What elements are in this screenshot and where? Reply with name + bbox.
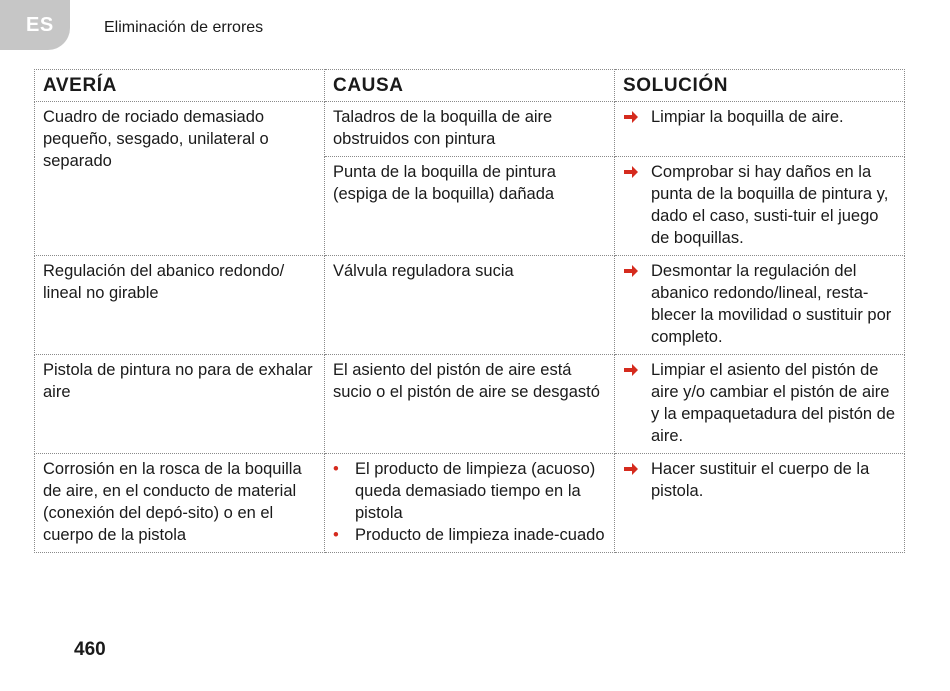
language-tab: ES (0, 0, 70, 50)
solution-cell (615, 102, 905, 157)
right-arrow-icon (623, 462, 639, 476)
fault-cell: Cuadro de rociado demasiado pequeño, sesgado, unilateral o separado (35, 102, 325, 256)
list-item (333, 524, 606, 546)
list-item (333, 458, 606, 524)
solution-cell (615, 355, 905, 454)
table-row (35, 256, 905, 355)
right-arrow-icon (623, 363, 639, 377)
cause-cell: Punta de la boquilla de pintura (espiga de la boquilla) dañada (325, 157, 615, 256)
fault-cell: Pistola de pintura no para de exhalar aire (35, 355, 325, 454)
section-title: Eliminación de errores (104, 19, 264, 36)
solution-cell (615, 157, 905, 256)
solution-text: Limpiar el asiento del pistón de aire y/o cambiar el pistón de aire y la empaquetadura del pistón de aire. (651, 361, 896, 445)
fault-cell: Regulación del abanico redondo/ lineal no girable (35, 256, 325, 355)
cause-cell: Taladros de la boquilla de aire obstruidos con pintura (325, 102, 615, 157)
troubleshooting-table (34, 69, 905, 553)
table-row (35, 102, 905, 157)
column-header-cause: CAUSA (325, 70, 615, 102)
cause-bullet-text: Producto de limpieza inade-cuado (355, 526, 605, 544)
solution-text: Limpiar la boquilla de aire. (651, 108, 844, 126)
page-number: 460 (74, 639, 106, 660)
solution-text: Comprobar si hay daños en la punta de la boquilla de pintura y, dado el caso, susti-tuir el juego de boquillas. (651, 163, 889, 247)
cause-bullet-text: El producto de limpieza (acuoso) queda demasiado tiempo en la pistola (355, 460, 596, 522)
solution-cell (615, 256, 905, 355)
fault-cell: Corrosión en la rosca de la boquilla de aire, en el conducto de material (conexión del depó-sito) o en el cuerpo de la pistola (35, 454, 325, 553)
solution-text: Hacer sustituir el cuerpo de la pistola. (651, 460, 870, 500)
right-arrow-icon (623, 110, 639, 124)
table-header-row (35, 70, 905, 102)
table-row (35, 454, 905, 553)
solution-cell (615, 454, 905, 553)
right-arrow-icon (623, 264, 639, 278)
column-header-fault: AVERÍA (35, 70, 325, 102)
cause-cell (325, 454, 615, 553)
cause-cell: Válvula reguladora sucia (325, 256, 615, 355)
bullet-icon: • (333, 460, 339, 478)
cause-cell: El asiento del pistón de aire está sucio o el pistón de aire se desgastó (325, 355, 615, 454)
right-arrow-icon (623, 165, 639, 179)
bullet-icon: • (333, 526, 339, 544)
cause-bullet-list (333, 458, 606, 546)
solution-text: Desmontar la regulación del abanico redondo/lineal, resta-blecer la movilidad o sustituir por completo. (651, 262, 892, 346)
table-row (35, 355, 905, 454)
column-header-solution: SOLUCIÓN (615, 70, 905, 102)
